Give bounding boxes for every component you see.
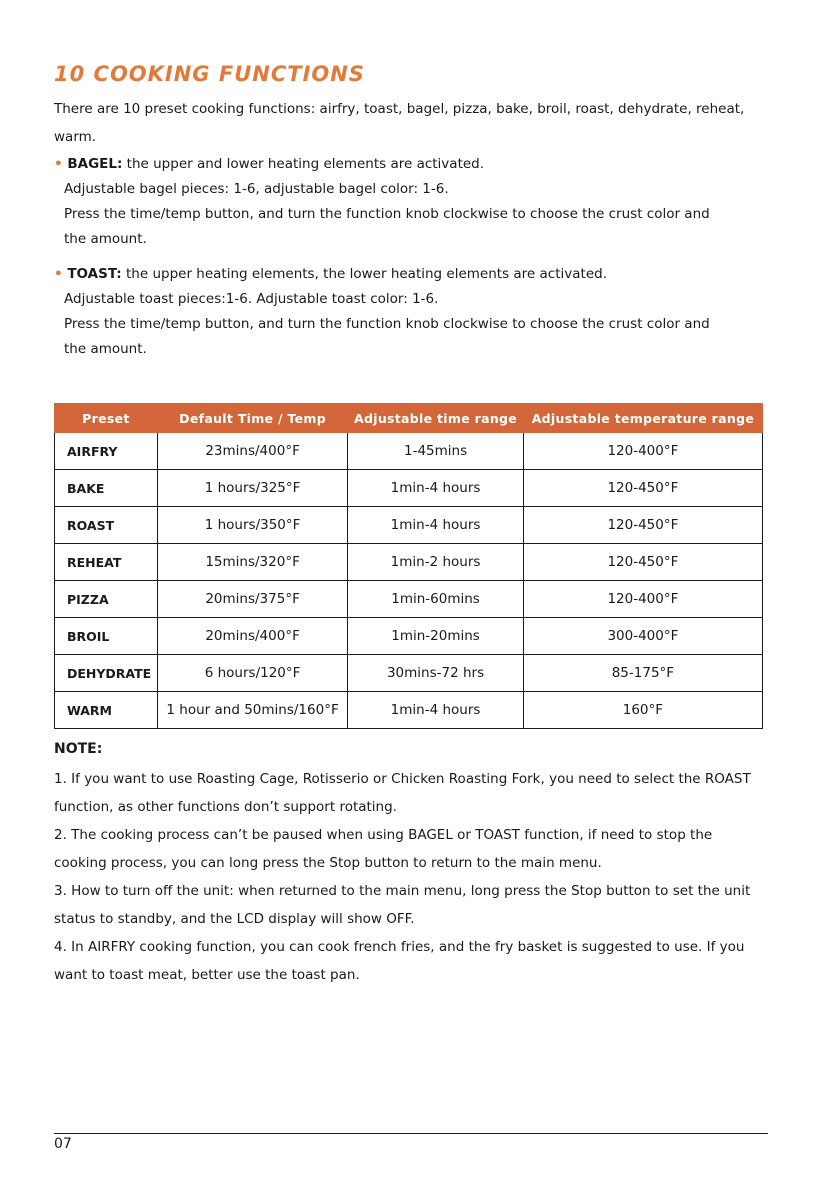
temp-range: 85-175°F xyxy=(523,655,762,692)
table-row xyxy=(55,433,763,470)
note-item: 1. If you want to use Roasting Cage, Rotisserio or Chicken Roasting Fork, you need to select the ROAST function, as other functions don’t support rotating. xyxy=(54,771,751,815)
preset-name: WARM xyxy=(55,692,158,729)
preset-name: ROAST xyxy=(55,507,158,544)
time-range: 1min-4 hours xyxy=(348,507,523,544)
default-time-temp: 23mins/400°F xyxy=(157,433,347,470)
toast-text: the upper heating elements, the lower heating elements are activated. xyxy=(121,266,607,282)
table-row xyxy=(55,470,763,507)
time-range: 1min-60mins xyxy=(348,581,523,618)
toast-line-3: Press the time/temp button, and turn the function knob clockwise to choose the crust color and xyxy=(64,316,710,332)
note-title: NOTE: xyxy=(54,741,103,757)
temp-range: 120-450°F xyxy=(523,470,762,507)
default-time-temp: 6 hours/120°F xyxy=(157,655,347,692)
bagel-line-2: Adjustable bagel pieces: 1-6, adjustable bagel color: 1-6. xyxy=(64,181,449,197)
notes-list xyxy=(54,765,769,989)
bullet-icon: • xyxy=(54,156,68,172)
default-time-temp: 1 hour and 50mins/160°F xyxy=(157,692,347,729)
presets-table xyxy=(54,403,763,729)
toast-section xyxy=(54,262,769,362)
time-range: 1min-20mins xyxy=(348,618,523,655)
table-header-row xyxy=(55,404,763,433)
temp-range: 300-400°F xyxy=(523,618,762,655)
note-item: 2. The cooking process can’t be paused when using BAGEL or TOAST function, if need to stop the cooking process, you can long press the Stop button to return to the main menu. xyxy=(54,827,713,871)
toast-line-1 xyxy=(54,262,769,287)
preset-name: REHEAT xyxy=(55,544,158,581)
temp-range: 120-400°F xyxy=(523,581,762,618)
time-range: 1-45mins xyxy=(348,433,523,470)
preset-name: BROIL xyxy=(55,618,158,655)
time-range: 1min-2 hours xyxy=(348,544,523,581)
bagel-text: the upper and lower heating elements are activated. xyxy=(122,156,485,172)
bagel-line-3: Press the time/temp button, and turn the function knob clockwise to choose the crust color and xyxy=(64,206,710,222)
preset-name: AIRFRY xyxy=(55,433,158,470)
bagel-term: BAGEL: xyxy=(67,156,123,172)
bullet-icon: • xyxy=(54,266,68,282)
default-time-temp: 20mins/400°F xyxy=(157,618,347,655)
table-row xyxy=(55,692,763,729)
page-number: 07 xyxy=(54,1136,72,1152)
bagel-line-4: the amount. xyxy=(64,231,147,247)
default-time-temp: 1 hours/350°F xyxy=(157,507,347,544)
time-range: 1min-4 hours xyxy=(348,692,523,729)
table-row xyxy=(55,507,763,544)
time-range: 1min-4 hours xyxy=(348,470,523,507)
table-row xyxy=(55,581,763,618)
table-row xyxy=(55,544,763,581)
page-title: 10 COOKING FUNCTIONS xyxy=(54,62,365,86)
header-default-time-temp: Default Time / Temp xyxy=(157,404,347,433)
default-time-temp: 20mins/375°F xyxy=(157,581,347,618)
preset-name: DEHYDRATE xyxy=(55,655,158,692)
header-time-range: Adjustable time range xyxy=(348,404,523,433)
footer-divider xyxy=(54,1133,768,1134)
temp-range: 120-450°F xyxy=(523,544,762,581)
temp-range: 120-450°F xyxy=(523,507,762,544)
toast-line-2: Adjustable toast pieces:1-6. Adjustable toast color: 1-6. xyxy=(64,291,439,307)
default-time-temp: 15mins/320°F xyxy=(157,544,347,581)
toast-line-4: the amount. xyxy=(64,341,147,357)
temp-range: 120-400°F xyxy=(523,433,762,470)
bagel-section xyxy=(54,152,769,252)
preset-name: PIZZA xyxy=(55,581,158,618)
table-row xyxy=(55,618,763,655)
intro-paragraph: There are 10 preset cooking functions: airfry, toast, bagel, pizza, bake, broil, roast, dehydrate, reheat, warm. xyxy=(54,101,745,145)
temp-range: 160°F xyxy=(523,692,762,729)
note-item: 4. In AIRFRY cooking function, you can cook french fries, and the fry basket is suggested to use. If you want to toast meat, better use the toast pan. xyxy=(54,939,745,983)
default-time-temp: 1 hours/325°F xyxy=(157,470,347,507)
toast-term: TOAST: xyxy=(67,266,122,282)
note-item: 3. How to turn off the unit: when returned to the main menu, long press the Stop button to set the unit status to standby, and the LCD display will show OFF. xyxy=(54,883,751,927)
time-range: 30mins-72 hrs xyxy=(348,655,523,692)
header-preset: Preset xyxy=(55,404,158,433)
bagel-line-1 xyxy=(54,152,769,177)
table-row xyxy=(55,655,763,692)
header-temp-range: Adjustable temperature range xyxy=(523,404,762,433)
preset-name: BAKE xyxy=(55,470,158,507)
